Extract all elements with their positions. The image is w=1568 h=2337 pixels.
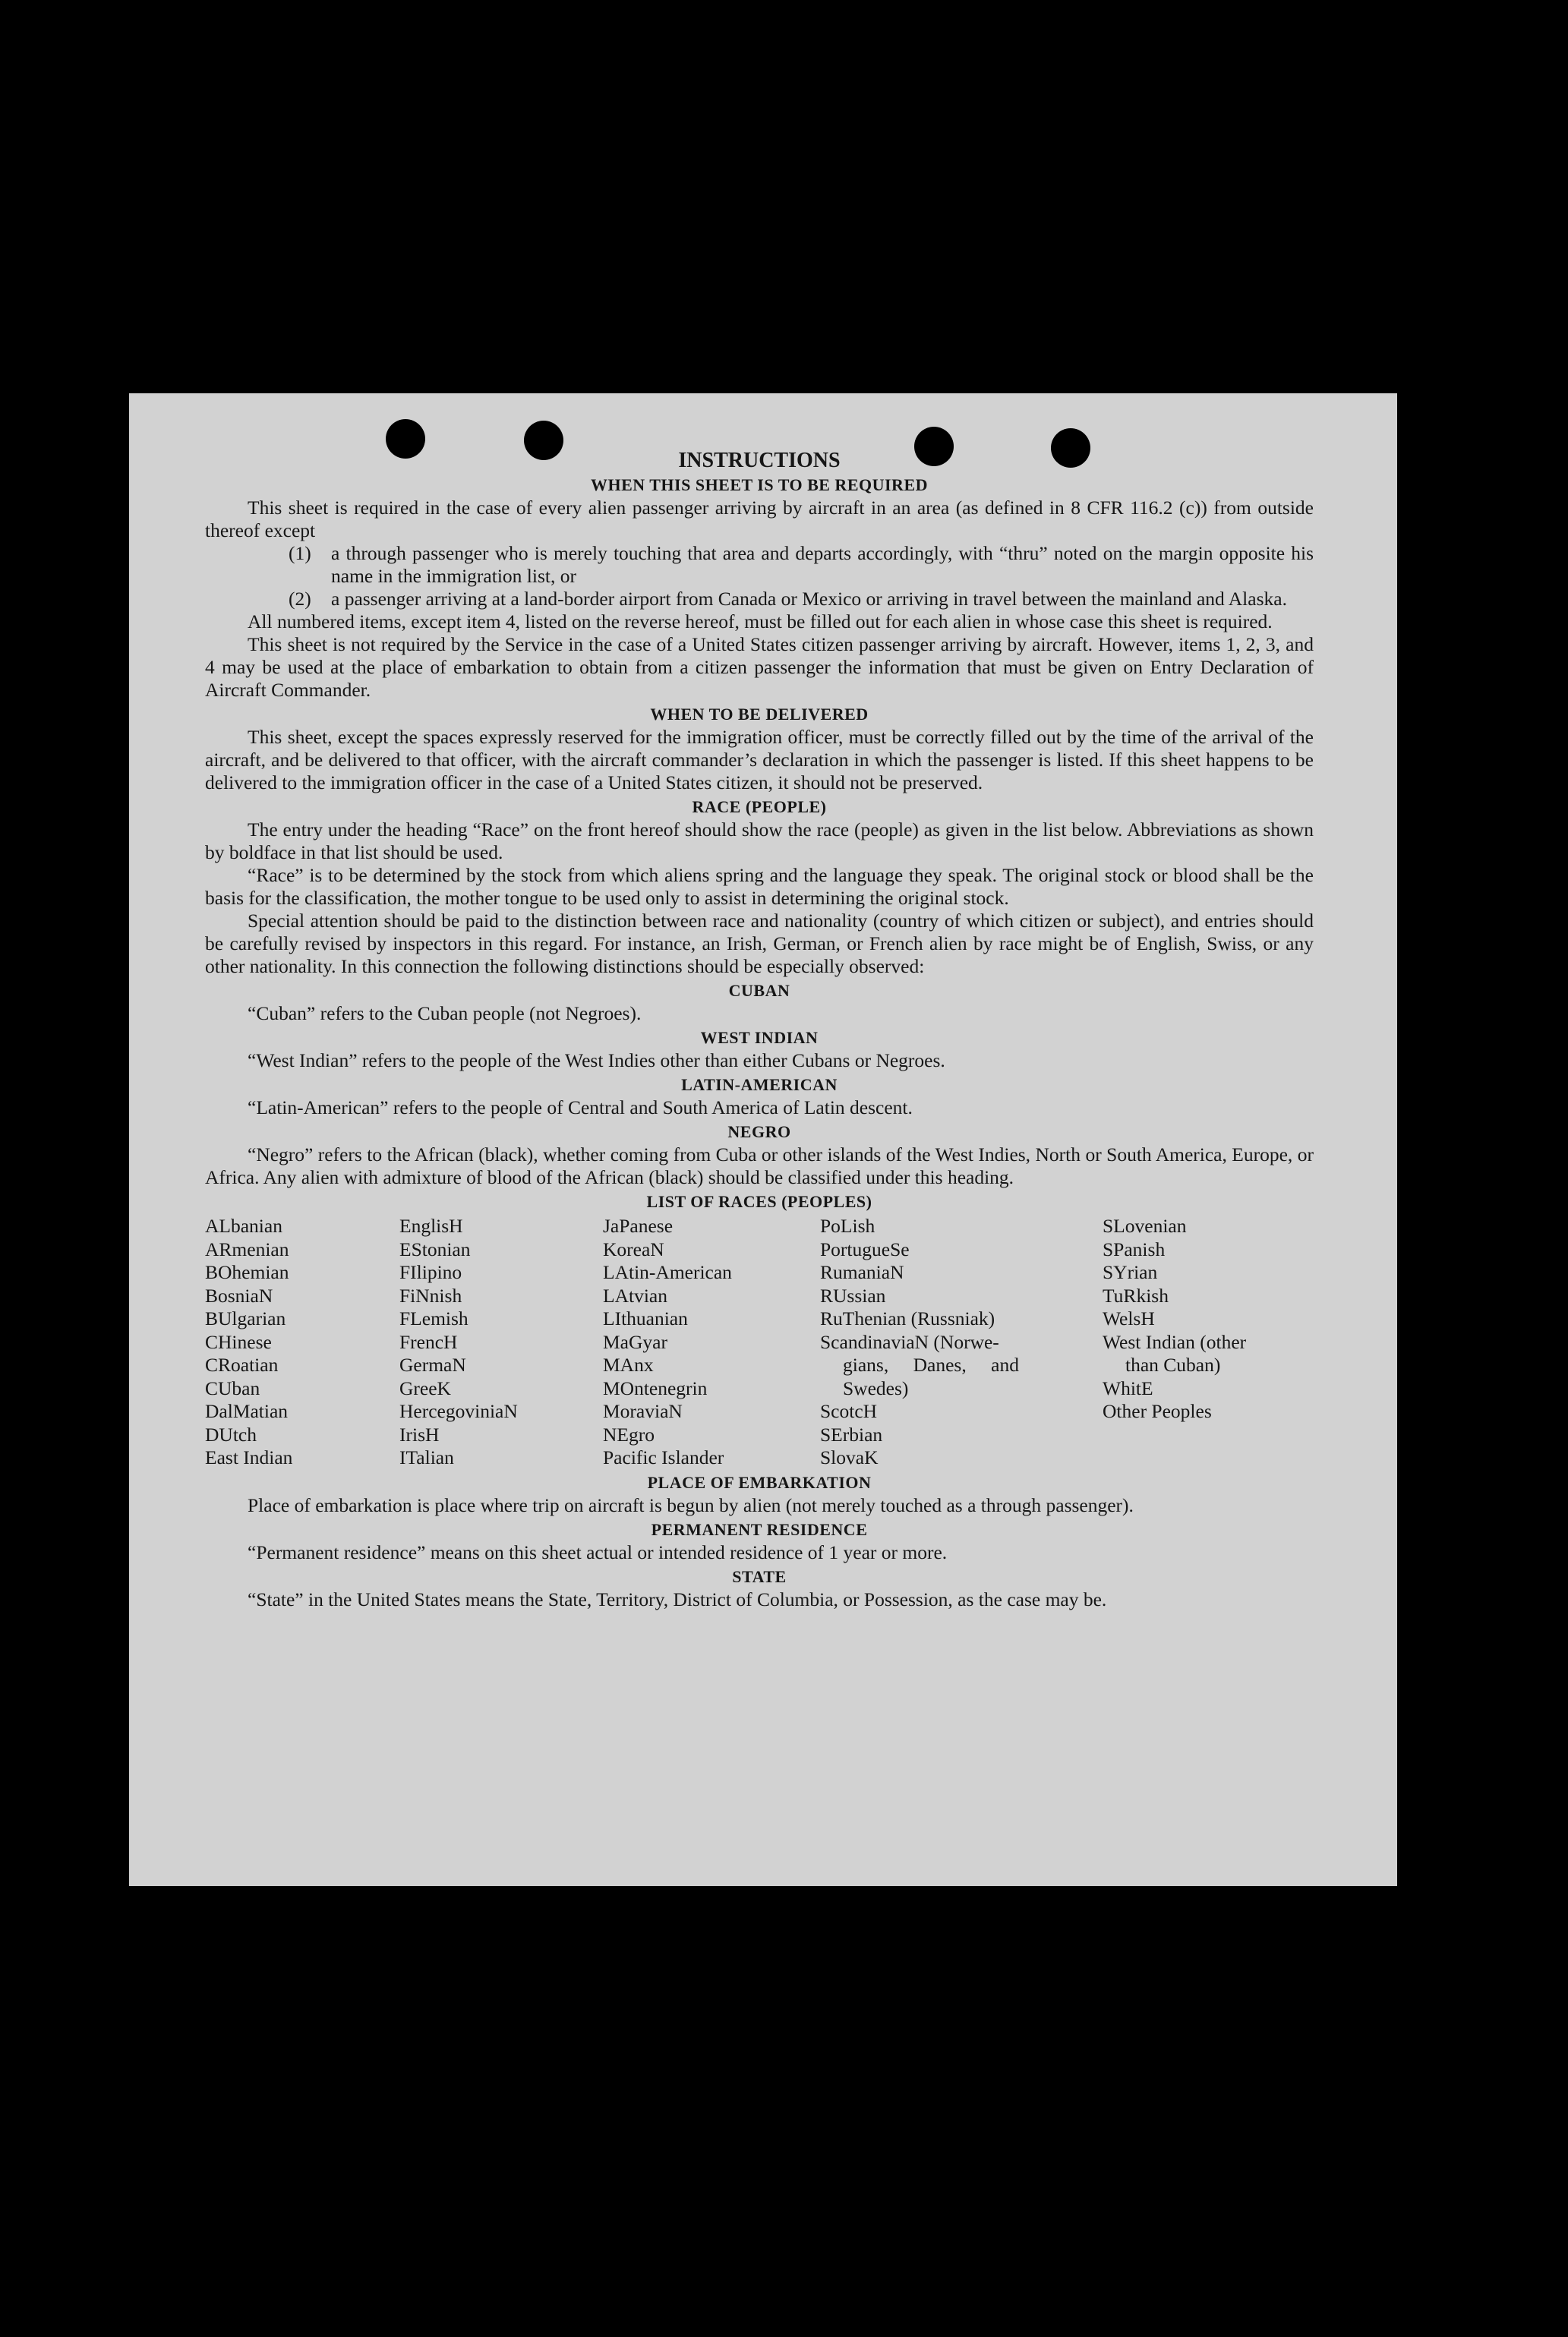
race-entry: EnglisH <box>399 1215 463 1237</box>
race-entry: CUban <box>205 1377 260 1399</box>
race-entry: DUtch <box>205 1423 257 1446</box>
section-heading-cuban: CUBAN <box>728 981 790 1000</box>
race-entry: WelsH <box>1103 1307 1155 1329</box>
section-heading-latin-american: LATIN-AMERICAN <box>681 1075 838 1094</box>
exception-number: (1) <box>289 542 311 564</box>
race-entry: BUlgarian <box>205 1307 286 1329</box>
section-heading-list-of-races: LIST OF RACES (PEOPLES) <box>646 1192 872 1211</box>
section-heading-state: STATE <box>732 1566 787 1586</box>
race-entry: IrisH <box>399 1423 440 1446</box>
delivered-paragraph: This sheet, except the spaces expressly reserved for the immigration officer, must be correctly filled out by the time of the arrival of the aircraft, and be delivered to that officer, with the aircraft commander’s declaration in which the passenger is listed. If this sheet happens to be delivered to the immigration officer in the case of a United States citizen, it should not be preserved. <box>205 726 1314 793</box>
race-entry: MAnx <box>603 1354 654 1376</box>
race-entry: SPanish <box>1103 1238 1166 1260</box>
races-list <box>205 1215 1314 1470</box>
negro-paragraph: “Negro” refers to the African (black), whether coming from Cuba or other islands of the West Indies, North or South America, Europe, or Africa. Any alien with admixture of blood of the African (black) should be classified under this heading. <box>205 1143 1314 1188</box>
race-entry: TuRkish <box>1103 1284 1169 1307</box>
race-entry: RUssian <box>820 1284 886 1307</box>
race-entry: West Indian (other <box>1103 1330 1247 1353</box>
race-entry: RuThenian (Russniak) <box>820 1307 995 1329</box>
race-entry: ARmenian <box>205 1238 289 1260</box>
race-entry-continuation: than Cuban) <box>1125 1354 1221 1376</box>
race-entry: MaGyar <box>603 1330 667 1353</box>
west-indian-paragraph: “West Indian” refers to the people of the West Indies other than either Cubans or Negroes. <box>248 1049 945 1071</box>
races-column-1 <box>205 1215 399 1470</box>
race-entry: FiNnish <box>399 1284 462 1307</box>
race-entry: ALbanian <box>205 1215 282 1237</box>
races-column-3 <box>603 1215 820 1470</box>
race-entry: EStonian <box>399 1238 471 1260</box>
races-column-5 <box>1103 1215 1314 1470</box>
race-entry: SYrian <box>1103 1261 1158 1283</box>
race-entry: MoraviaN <box>603 1400 683 1422</box>
races-column-2 <box>399 1215 603 1470</box>
required-intro: This sheet is required in the case of every alien passenger arriving by aircraft in an area (as defined in 8 CFR 116.2 (c)) from outside thereof except <box>205 497 1314 541</box>
cuban-paragraph: “Cuban” refers to the Cuban people (not Negroes). <box>248 1002 642 1024</box>
section-heading-west-indian: WEST INDIAN <box>700 1028 819 1047</box>
race-entry: PortugueSe <box>820 1238 910 1260</box>
exception-number: (2) <box>289 588 311 610</box>
race-entry: KoreaN <box>603 1238 664 1260</box>
race-entry: NEgro <box>603 1423 655 1446</box>
section-heading-delivered: WHEN TO BE DELIVERED <box>650 705 869 724</box>
race-entry: GermaN <box>399 1354 466 1376</box>
instruction-sheet <box>129 393 1397 1886</box>
race-entry: JaPanese <box>603 1215 674 1237</box>
race-entry: LAtin-American <box>603 1261 732 1283</box>
race-entry: BOhemian <box>205 1261 289 1283</box>
race-entry: MOntenegrin <box>603 1377 708 1399</box>
race-entry-word: gians, <box>843 1354 889 1376</box>
race-paragraph: Special attention should be paid to the distinction between race and nationality (country of which citizen or subject), and entries should be carefully revised by inspectors in this regard. For instance, an Irish, German, or French alien by race might be of English, Swiss, or any other nationality. In this connection the following distinctions should be especially observed: <box>205 910 1314 977</box>
embarkation-paragraph: Place of embarkation is place where trip on aircraft is begun by alien (not merely touched as a through passenger). <box>248 1493 1134 1516</box>
race-entry: RumaniaN <box>820 1261 904 1283</box>
race-entry: BosniaN <box>205 1284 273 1307</box>
race-entry: DalMatian <box>205 1400 289 1422</box>
race-entry: Pacific Islander <box>603 1446 724 1468</box>
section-heading-race: RACE (PEOPLE) <box>692 797 827 816</box>
race-entry: CHinese <box>205 1330 272 1353</box>
race-entry: FIlipino <box>399 1261 462 1283</box>
race-entry-continuation <box>820 1354 1019 1377</box>
race-paragraph: The entry under the heading “Race” on the front hereof should show the race (people) as given in the list below. Abbreviations as shown by boldface in that list should be used. <box>205 818 1314 863</box>
race-entry: ScotcH <box>820 1400 878 1422</box>
instructions-content <box>205 449 1314 1611</box>
race-entry-continuation: Swedes) <box>843 1377 909 1399</box>
race-entry: CRoatian <box>205 1354 279 1376</box>
race-entry: WhitE <box>1103 1377 1153 1399</box>
race-entry: FrencH <box>399 1330 458 1353</box>
latin-american-paragraph: “Latin-American” refers to the people of Central and South America of Latin descent. <box>248 1096 913 1118</box>
required-paragraph: This sheet is not required by the Service in the case of a United States citizen passenger arriving by aircraft. However, items 1, 2, 3, and 4 may be used at the place of embarkation to obtain from a citizen passenger the information that must be given on Entry Declaration of Aircraft Commander. <box>205 633 1314 701</box>
race-entry: HercegoviniaN <box>399 1400 518 1422</box>
race-entry: LAtvian <box>603 1284 667 1307</box>
race-entry: LIthuanian <box>603 1307 688 1329</box>
race-entry: ScandinaviaN (Norwe- <box>820 1330 999 1353</box>
race-entry-word: Danes, <box>913 1354 967 1376</box>
race-entry: ITalian <box>399 1446 454 1468</box>
section-heading-residence: PERMANENT RESIDENCE <box>651 1519 868 1539</box>
race-entry: FLemish <box>399 1307 469 1329</box>
race-entry: SLovenian <box>1103 1215 1187 1237</box>
residence-paragraph: “Permanent residence” means on this sheet actual or intended residence of 1 year or more. <box>248 1541 948 1563</box>
section-heading-required: WHEN THIS SHEET IS TO BE REQUIRED <box>590 475 929 494</box>
race-entry: PoLish <box>820 1215 875 1237</box>
exception-item <box>205 542 1314 588</box>
race-entry: SlovaK <box>820 1446 879 1468</box>
race-entry-word: and <box>991 1354 1019 1376</box>
race-entry: SErbian <box>820 1423 883 1446</box>
race-paragraph: “Race” is to be determined by the stock from which aliens spring and the language they speak. The original stock or blood shall be the basis for the classification, the mother tongue to be used only to assist in determining the original stock. <box>205 864 1314 909</box>
race-entry: Other Peoples <box>1103 1400 1212 1422</box>
state-paragraph: “State” in the United States means the State, Territory, District of Columbia, or Possession, as the case may be. <box>248 1588 1107 1610</box>
exception-item <box>205 588 1314 610</box>
race-entry: GreeK <box>399 1377 451 1399</box>
race-entry: East Indian <box>205 1446 293 1468</box>
races-column-4 <box>820 1215 1103 1470</box>
exception-text: a passenger arriving at a land-border airport from Canada or Mexico or arriving in travel between the mainland and Alaska. <box>331 588 1287 610</box>
required-paragraph: All numbered items, except item 4, listed on the reverse hereof, must be filled out for each alien in whose case this sheet is required. <box>248 610 1273 632</box>
exception-text: a through passenger who is merely touching that area and departs accordingly, with “thru” noted on the margin opposite his name in the immigration list, or <box>331 542 1314 587</box>
section-heading-embarkation: PLACE OF EMBARKATION <box>647 1472 872 1492</box>
page-title: INSTRUCTIONS <box>678 449 841 472</box>
section-heading-negro: NEGRO <box>727 1122 791 1141</box>
